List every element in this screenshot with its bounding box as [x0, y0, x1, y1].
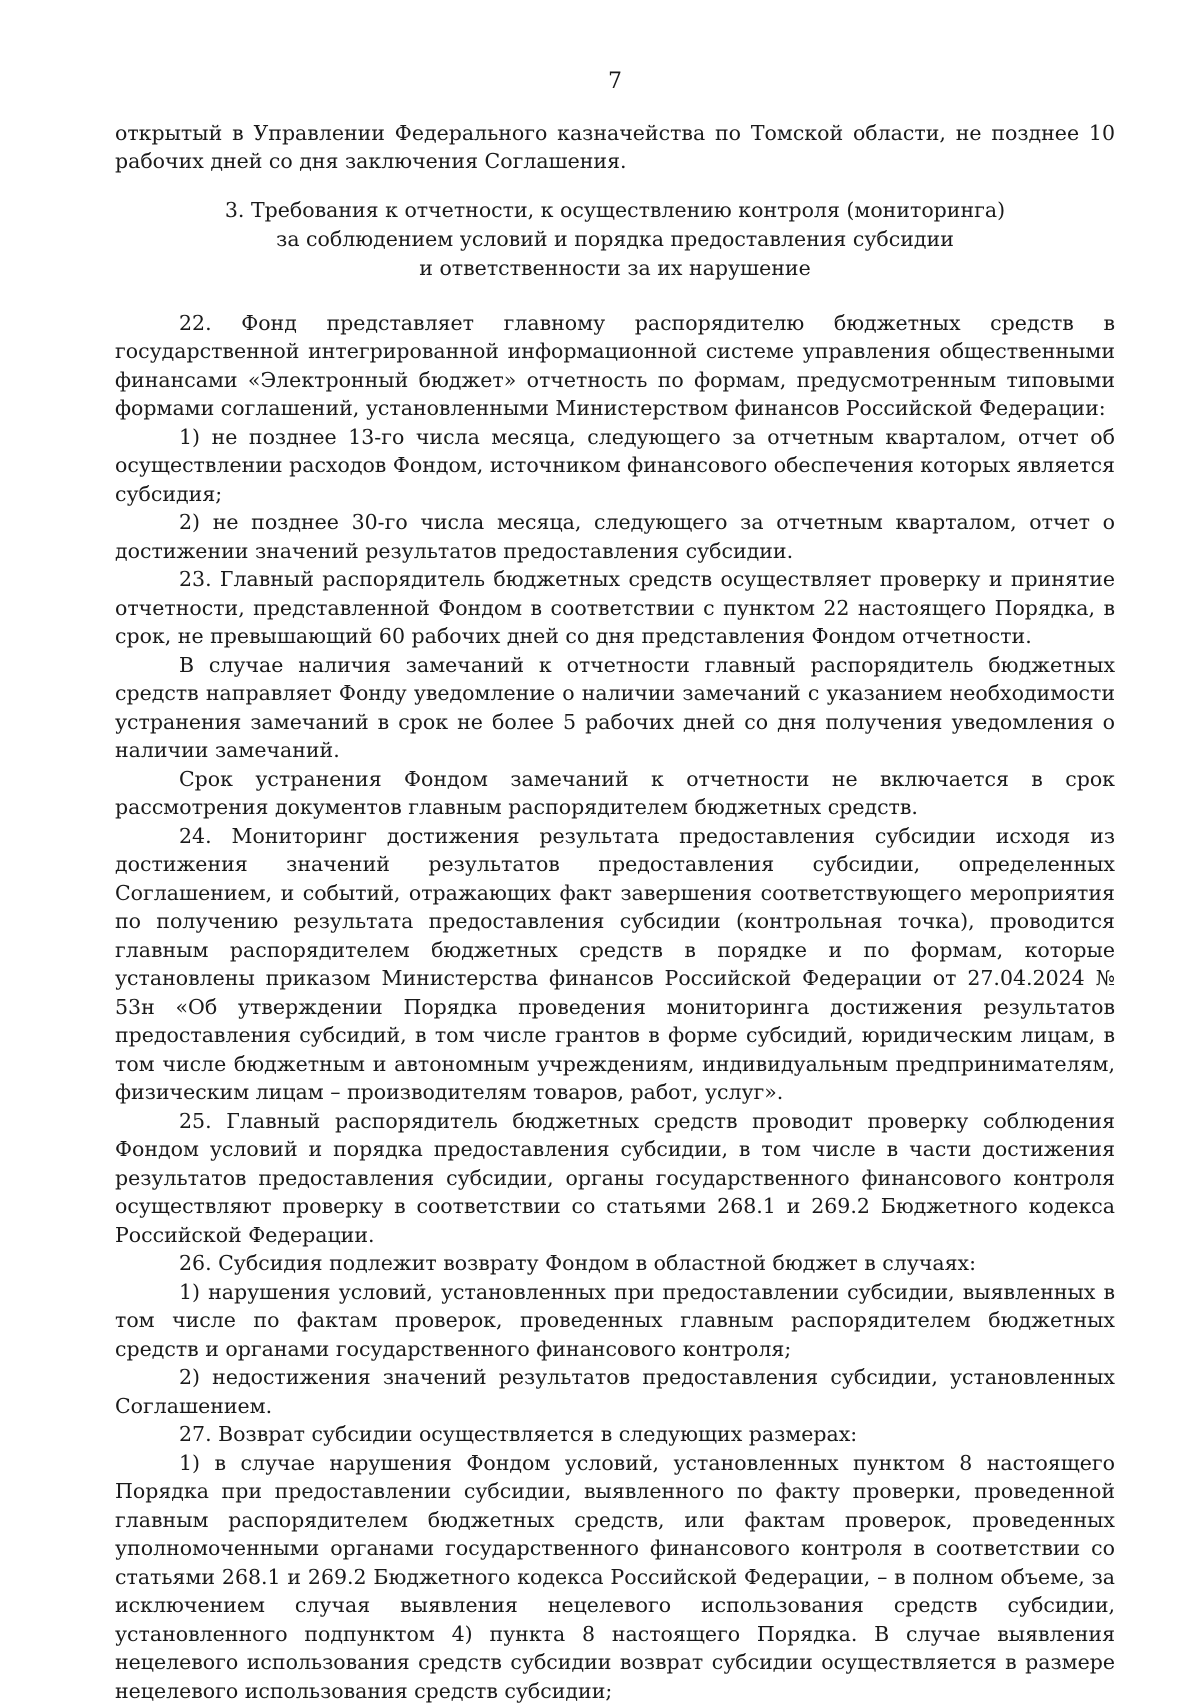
paragraph-27: 27. Возврат субсидии осуществляется в следующих размерах:	[115, 1420, 1115, 1449]
paragraph-23: 23. Главный распорядитель бюджетных средств осуществляет проверку и принятие отчетности, представленной Фондом в соответствии с пунктом 22 настоящего Порядка, в срок, не превышающий 60 рабочих дней со дня представления Фондом отчетности.	[115, 565, 1115, 651]
paragraph-27-item-1: 1) в случае нарушения Фондом условий, установленных пунктом 8 настоящего Порядка при предоставлении субсидии, выявленного по факту проверки, проведенной главным распорядителем бюджетных средств, или фактам проверок, проведенных уполномоченными органами государственного финансового контроля в соответствии со статьями 268.1 и 269.2 Бюджетного кодекса Российской Федерации, – в полном объеме, за исключением случая выявления нецелевого использования средств субсидии, установленного подпунктом 4) пункта 8 настоящего Порядка. В случае выявления нецелевого использования средств субсидии возврат субсидии осуществляется в размере нецелевого использования средств субсидии;	[115, 1449, 1115, 1705]
paragraph-22-item-2: 2) не позднее 30-го числа месяца, следующего за отчетным кварталом, отчет о достижении значений результатов предоставления субсидии.	[115, 508, 1115, 565]
section-heading-line-3: и ответственности за их нарушение	[115, 254, 1115, 283]
paragraph-intro: открытый в Управлении Федерального казначейства по Томской области, не позднее 10 рабочих дней со дня заключения Соглашения.	[115, 119, 1115, 176]
section-heading-line-1: 3. Требования к отчетности, к осуществлению контроля (мониторинга)	[115, 196, 1115, 225]
paragraph-23-remarks: В случае наличия замечаний к отчетности главный распорядитель бюджетных средств направляет Фонду уведомление о наличии замечаний с указанием необходимости устранения замечаний в срок не более 5 рабочих дней со дня получения уведомления о наличии замечаний.	[115, 651, 1115, 765]
paragraph-22-item-1: 1) не позднее 13-го числа месяца, следующего за отчетным кварталом, отчет об осуществлении расходов Фондом, источником финансового обеспечения которых является субсидия;	[115, 423, 1115, 509]
paragraph-25: 25. Главный распорядитель бюджетных средств проводит проверку соблюдения Фондом условий и порядка предоставления субсидии, в том числе в части достижения результатов предоставления субсидии, органы государственного финансового контроля осуществляют проверку в соответствии со статьями 268.1 и 269.2 Бюджетного кодекса Российской Федерации.	[115, 1107, 1115, 1250]
paragraph-26-item-1: 1) нарушения условий, установленных при предоставлении субсидии, выявленных в том числе по фактам проверок, проведенных главным распорядителем бюджетных средств и органами государственного финансового контроля;	[115, 1278, 1115, 1364]
paragraph-23-deadline: Срок устранения Фондом замечаний к отчетности не включается в срок рассмотрения документов главным распорядителем бюджетных средств.	[115, 765, 1115, 822]
page-number: 7	[115, 68, 1115, 97]
section-heading	[115, 196, 1115, 283]
paragraph-24: 24. Мониторинг достижения результата предоставления субсидии исходя из достижения значений результатов предоставления субсидии, определенных Соглашением, и событий, отражающих факт завершения соответствующего мероприятия по получению результата предоставления субсидии (контрольная точка), проводится главным распорядителем бюджетных средств в порядке и по формам, которые установлены приказом Министерства финансов Российской Федерации от 27.04.2024 № 53н «Об утверждении Порядка проведения мониторинга достижения результатов предоставления субсидий, в том числе грантов в форме субсидий, юридическим лицам, в том числе бюджетным и автономным учреждениям, индивидуальным предпринимателям, физическим лицам – производителям товаров, работ, услуг».	[115, 822, 1115, 1107]
paragraph-26-item-2: 2) недостижения значений результатов предоставления субсидии, установленных Соглашением.	[115, 1363, 1115, 1420]
section-heading-line-2: за соблюдением условий и порядка предоставления субсидии	[115, 225, 1115, 254]
paragraph-26: 26. Субсидия подлежит возврату Фондом в областной бюджет в случаях:	[115, 1249, 1115, 1278]
paragraph-22: 22. Фонд представляет главному распорядителю бюджетных средств в государственной интегрированной информационной системе управления общественными финансами «Электронный бюджет» отчетность по формам, предусмотренным типовыми формами соглашений, установленными Министерством финансов Российской Федерации:	[115, 309, 1115, 423]
document-page	[115, 68, 1115, 1705]
